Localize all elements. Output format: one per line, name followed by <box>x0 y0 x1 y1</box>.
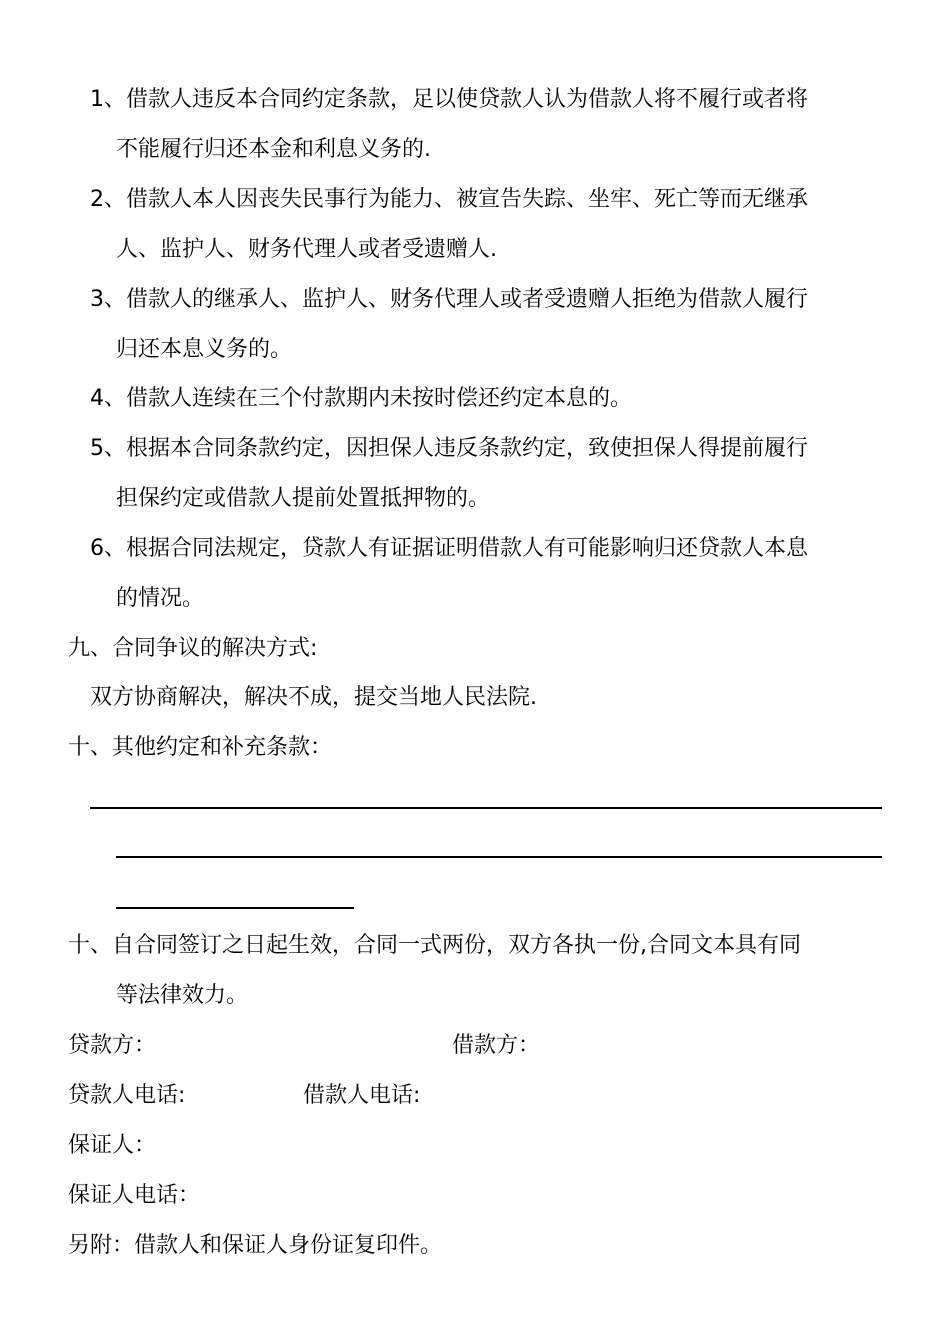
clause-1-line-1: 1、借款人违反本合同约定条款，足以使贷款人认为借款人将不履行或者将 <box>90 87 808 112</box>
section-9-body: 双方协商解决，解决不成，提交当地人民法院. <box>90 685 537 710</box>
lender-phone-label: 贷款人电话: <box>68 1083 186 1108</box>
clause-3-line-2: 归还本息义务的。 <box>116 337 293 362</box>
section-9-heading: 九、合同争议的解决方式: <box>68 636 318 661</box>
borrower-phone-label: 借款人电话: <box>303 1083 421 1108</box>
clause-5-line-2: 担保约定或借款人提前处置抵押物的。 <box>116 486 491 511</box>
clause-5-line-1: 5、根据本合同条款约定，因担保人违反条款约定，致使担保人得提前履行 <box>90 436 808 461</box>
clause-2-line-1: 2、借款人本人因丧失民事行为能力、被宣告失踪、坐牢、死亡等而无继承 <box>90 187 808 212</box>
blank-line-1 <box>90 807 882 809</box>
clause-4-line-1: 4、借款人连续在三个付款期内未按时偿还约定本息的。 <box>90 386 632 411</box>
guarantor-label: 保证人： <box>68 1133 157 1158</box>
section-10-heading: 十、其他约定和补充条款： <box>68 735 333 760</box>
attachment-note: 另附：借款人和保证人身份证复印件。 <box>68 1233 443 1258</box>
clause-6-line-1: 6、根据合同法规定，贷款人有证据证明借款人有可能影响归还贷款人本息 <box>90 536 808 561</box>
clause-3-line-1: 3、借款人的继承人、监护人、财务代理人或者受遗赠人拒绝为借款人履行 <box>90 287 808 312</box>
borrower-label: 借款方： <box>452 1033 541 1058</box>
blank-line-3 <box>116 907 354 909</box>
lender-label: 贷款方： <box>68 1033 157 1058</box>
blank-line-2 <box>116 856 882 858</box>
clause-1-line-2: 不能履行归还本金和利息义务的. <box>116 137 431 162</box>
clause-2-line-2: 人、监护人、财务代理人或者受遗赠人. <box>116 237 497 262</box>
section-10b-line-1: 十、自合同签订之日起生效，合同一式两份，双方各执一份,合同文本具有同 <box>68 933 801 958</box>
section-10b-line-2: 等法律效力。 <box>116 983 249 1008</box>
clause-6-line-2: 的情况。 <box>116 586 205 611</box>
guarantor-phone-label: 保证人电话： <box>68 1183 201 1208</box>
